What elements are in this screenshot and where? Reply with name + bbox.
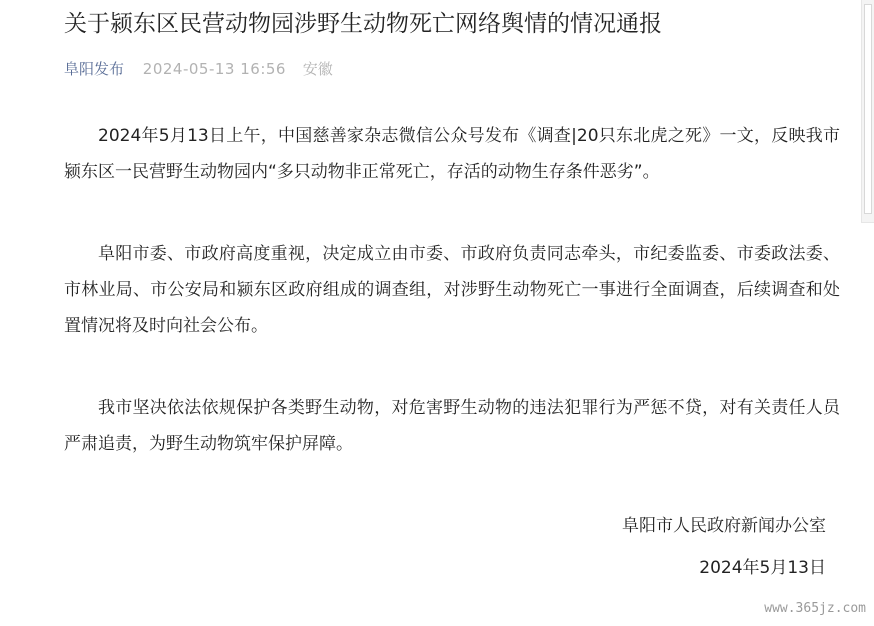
article-title: 关于颍东区民营动物园涉野生动物死亡网络舆情的情况通报: [64, 11, 662, 37]
source-account-link[interactable]: 阜阳发布: [64, 60, 125, 78]
site-watermark: www.365jz.com: [764, 601, 866, 616]
vertical-scrollbar[interactable]: [861, 0, 874, 223]
publish-location: 安徽: [302, 60, 333, 78]
scrollbar-thumb[interactable]: [864, 4, 872, 214]
publish-date: 2024-05-13 16:56: [142, 60, 286, 78]
paragraph-3: 我市坚决依法依规保护各类野生动物，对危害野生动物的违法犯罪行为严惩不贷，对有关责任人员严肃追责，为野生动物筑牢保护屏障。: [64, 398, 840, 454]
signoff-date: 2024年5月13日: [699, 558, 826, 578]
paragraph-1: 2024年5月13日上午，中国慈善家杂志微信公众号发布《调查|20只东北虎之死》一文，反映我市颍东区一民营野生动物园内“多只动物非正常死亡，存活的动物生存条件恶劣”。: [64, 126, 840, 182]
paragraph-2: 阜阳市委、市政府高度重视，决定成立由市委、市政府负责同志牵头，市纪委监委、市委政法委、市林业局、市公安局和颍东区政府组成的调查组，对涉野生动物死亡一事进行全面调查，后续调查和处置情况将及时向社会公布。: [64, 244, 840, 336]
signoff-office: 阜阳市人民政府新闻办公室: [622, 516, 826, 536]
article-meta: [64, 58, 333, 80]
